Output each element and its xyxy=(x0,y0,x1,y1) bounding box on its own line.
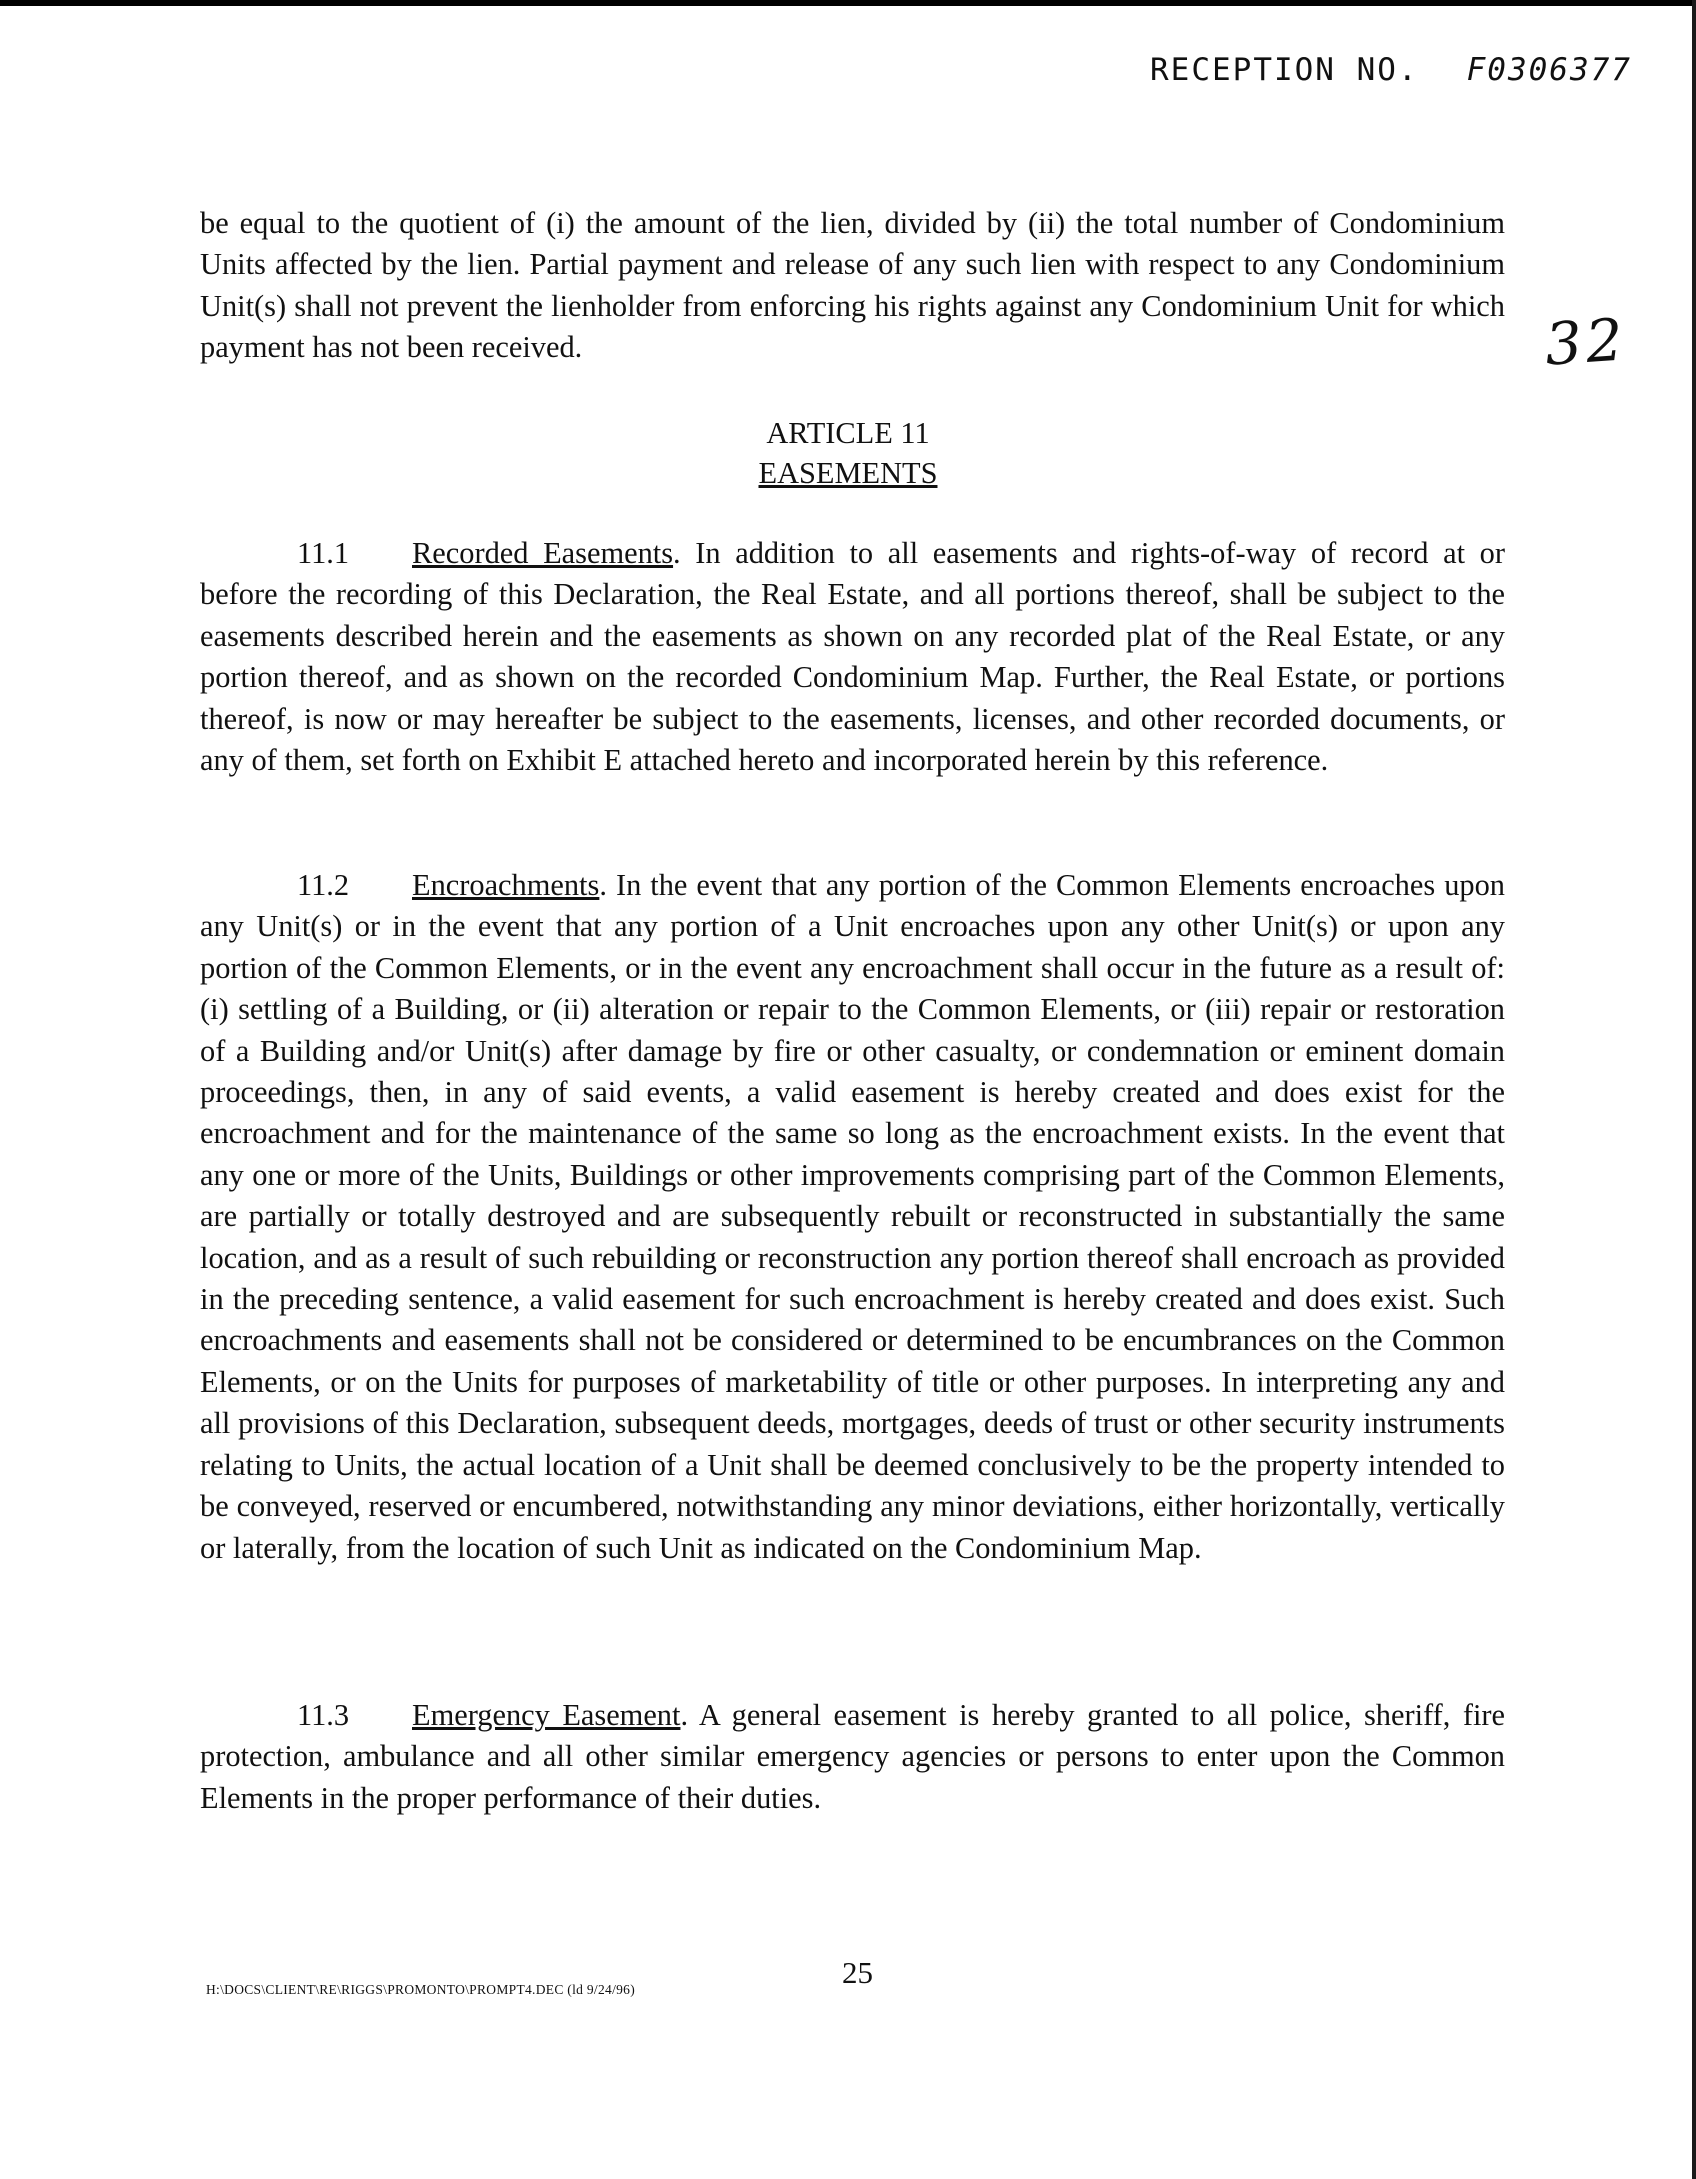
article-title: EASEMENTS xyxy=(758,456,938,490)
intro-paragraph: be equal to the quotient of (i) the amount of the lien, divided by (ii) the total number of Condominium Units affected by the lien. Partial payment and release of any such lien with respect to any Condominium Unit(s) shall not prevent the lienholder from enforcing his rights against any Condominium Unit for which payment has not been received. xyxy=(200,206,1505,365)
section-number: 11.2 xyxy=(297,868,350,902)
section-title: Emergency Easement xyxy=(412,1698,681,1732)
section-text: . In addition to all easements and rights-of-way of record at or before the recording of this Declaration, the Real Estate, and all portions thereof, shall be subject to the easements described herein and the easements as shown on any recorded plat of the Real Estate, or any portion thereof, and as shown on the recorded Condominium Map. Further, the Real Estate, or portions thereof, is now or may hereafter be subject to the easements, licenses, and other recorded documents, or any of them, set forth on Exhibit E attached hereto and incorporated herein by this reference. xyxy=(200,536,1505,778)
section-text: . A general easement is hereby granted to all police, sheriff, fire protection, ambulance and all other similar emergency agencies or persons to enter upon the Common Elements in the proper performance of their duties. xyxy=(200,1698,1505,1815)
section-11-3 xyxy=(200,1695,1505,1819)
section-number: 11.1 xyxy=(297,536,350,570)
reception-number: F0306377 xyxy=(1466,52,1632,88)
section-number: 11.3 xyxy=(297,1698,350,1732)
reception-label: RECEPTION NO. xyxy=(1150,52,1419,88)
section-title: Recorded Easements xyxy=(412,536,674,570)
scan-edge-top xyxy=(0,0,1696,6)
section-11-1 xyxy=(200,533,1505,781)
scan-edge-right xyxy=(1692,0,1696,2179)
page-number: 25 xyxy=(842,1955,873,1990)
handwritten-page-mark: 32 xyxy=(1542,305,1630,379)
footer-file-path: H:\DOCS\CLIENT\RE\RIGGS\PROMONTO\PROMPT4.DEC (ld 9/24/96) xyxy=(206,1982,636,1997)
section-11-2 xyxy=(200,865,1505,1569)
article-heading xyxy=(0,413,1696,493)
reception-number-stamp xyxy=(1150,52,1640,88)
section-title: Encroachments xyxy=(412,868,600,902)
section-text: . In the event that any portion of the Common Elements encroaches upon any Unit(s) or in the event that any portion of a Unit encroaches upon any other Unit(s) or upon any portion of the Common Elements, or in the event any encroachment shall occur in the future as a result of: (i) settling of a Building, or (ii) alteration or repair to the Common Elements, or (iii) repair or restoration of a Building and/or Unit(s) after damage by fire or other casualty, or condemnation or eminent domain proceedings, then, in any of said events, a valid easement is hereby created and does exist for the encroachment and for the maintenance of the same so long as the encroachment exists. In the event that any one or more of the Units, Buildings or other improvements comprising part of the Common Elements, are partially or totally destroyed and are subsequently rebuilt or reconstructed in substantially the same location, and as a result of such rebuilding or reconstruction any portion thereof shall encroach as provided in the preceding sentence, a valid easement for such encroachment is hereby created and does exist. Such encroachments and easements shall not be considered or determined to be encumbrances on the Common Elements, or on the Units for purposes of marketability of title or other purposes. In interpreting any and all provisions of this Declaration, subsequent deeds, mortgages, deeds of trust or other security instruments relating to Units, the actual location of a Unit shall be deemed conclusively to be the property intended to be conveyed, reserved or encumbered, notwithstanding any minor deviations, either horizontally, vertically or laterally, from the location of such Unit as indicated on the Condominium Map. xyxy=(200,868,1505,1565)
article-number: ARTICLE 11 xyxy=(766,416,930,450)
